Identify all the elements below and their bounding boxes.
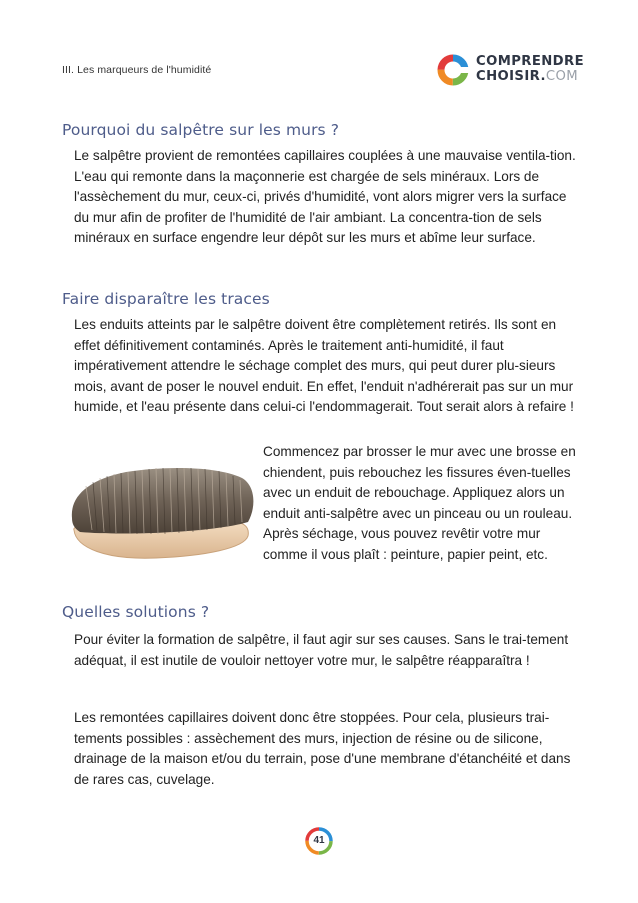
section-paragraph: Le salpêtre provient de remontées capillaires couplées à une mauvaise ventila-tion. L'eau qui remonte dans la maçonnerie est chargée de sels minéraux. Lors de l'assèchement du mur, ceux-ci, privés d'humidité, vont alors migrer vers la surface du mur afin de profiter de l'humidité de l'air ambiant. La concentra-tion de sels minéraux en surface engendre leur dépôt sur les murs et abîme leur surface. bbox=[74, 148, 576, 245]
section-title-solutions: Quelles solutions ? bbox=[62, 603, 210, 621]
comprendre-choisir-logo[interactable] bbox=[436, 52, 586, 88]
page-number: 41 bbox=[313, 835, 325, 846]
logo-choisir: CHOISIR bbox=[476, 69, 541, 84]
page-number-badge bbox=[304, 826, 334, 856]
logo-wordmark bbox=[476, 54, 584, 84]
logo-line2 bbox=[476, 69, 584, 84]
section-paragraph: Pour éviter la formation de salpêtre, il faut agir sur ses causes. Sans le trai-tement adéquat, il est inutile de vouloir nettoyer votre mur, le salpêtre réapparaîtra ! bbox=[74, 632, 569, 668]
section-title-traces: Faire disparaître les traces bbox=[62, 290, 270, 308]
logo-com: COM bbox=[545, 69, 579, 84]
logo-ring-icon bbox=[436, 53, 470, 87]
section-paragraph: Les remontées capillaires doivent donc être stoppées. Pour cela, plusieurs trai-tements possibles : assèchement des murs, injection de résine ou de silicone, drainage de la maison et/ou du terrain, pose d'une membrane d'étanchéité et dans de rares cas, cuvelage. bbox=[74, 710, 571, 787]
logo-line1: COMPRENDRE bbox=[476, 54, 584, 69]
section-title-salpetre: Pourquoi du salpêtre sur les murs ? bbox=[62, 121, 340, 139]
section-paragraph: Les enduits atteints par le salpêtre doivent être complètement retirés. Ils sont en effet définitivement contaminés. Après le traitement anti-humidité, il faut impérativement attendre le séchage complet des murs, qui peut durer plu-sieurs mois, avant de poser le nouvel enduit. En effet, l'enduit n'adhérerait pas sur un mur humide, et l'eau présente dans celui-ci l'endommagerait. Tout serait alors à refaire ! bbox=[74, 317, 574, 414]
brush-image bbox=[66, 456, 262, 570]
logo-dot: . bbox=[540, 69, 546, 84]
header-chapter-label: III. Les marqueurs de l'humidité bbox=[62, 64, 212, 76]
section-paragraph-brush: Commencez par brosser le mur avec une brosse en chiendent, puis rebouchez les fissures éven-tuelles avec un enduit de rebouchage. Appliquez alors un enduit anti-salpêtre avec un pinceau ou un rouleau. Après séchage, vous pouvez revêtir votre mur comme il vous plaît : peinture, papier peint, etc. bbox=[263, 444, 576, 562]
